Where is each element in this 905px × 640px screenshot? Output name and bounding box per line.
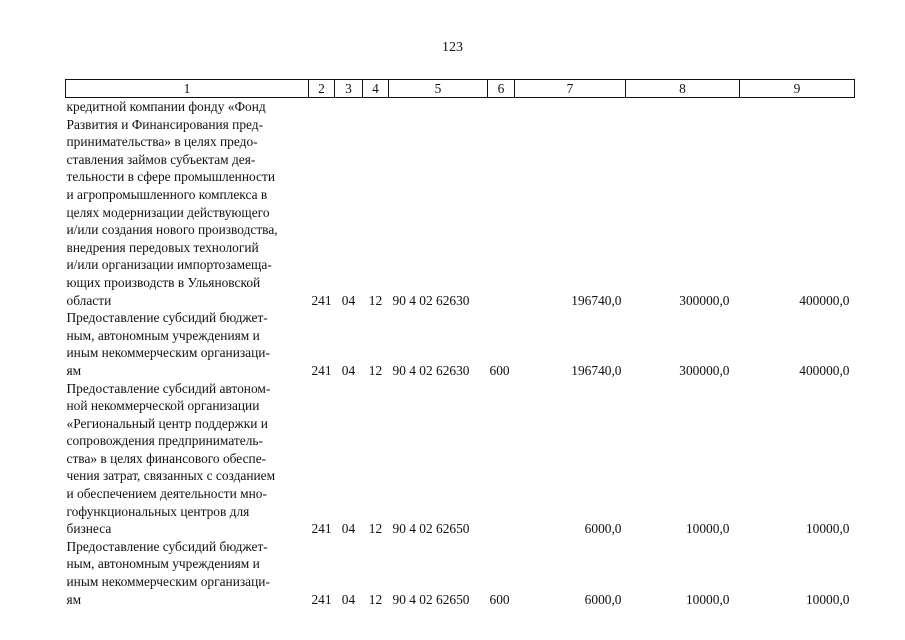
cell-amount-col7: 196740,0 xyxy=(571,292,622,308)
cell-subsection-code: 12 xyxy=(368,521,383,537)
description-line: ям xyxy=(66,591,82,607)
cell-section-code: 04 xyxy=(341,591,356,607)
row-description xyxy=(66,98,309,310)
column-number-3: 3 xyxy=(335,80,363,98)
cell-expense-type: 600 xyxy=(489,362,510,378)
description-line: Развития и Финансирования пред- xyxy=(66,116,264,132)
description-line: кредитной компании фонду «Фонд xyxy=(66,99,266,114)
description-line: и обеспечением деятельности мно- xyxy=(66,486,267,502)
description-line: ным, автономным учреждениям и xyxy=(66,556,260,572)
description-line: целях модернизации действующего xyxy=(66,204,270,220)
column-number-9: 9 xyxy=(740,80,855,98)
column-number-8: 8 xyxy=(626,80,740,98)
description-line: ства» в целях финансового обеспе- xyxy=(66,450,267,466)
cell-section-code: 04 xyxy=(341,362,356,378)
table-row xyxy=(66,538,855,608)
cell-expense-type: 600 xyxy=(489,591,510,607)
description-line: гофункциональных центров для xyxy=(66,503,250,519)
cell-amount-col9: 10000,0 xyxy=(805,591,850,607)
description-line: тельности в сфере промышленности xyxy=(66,169,276,185)
cell-amount-col7: 196740,0 xyxy=(571,362,622,378)
column-number-4: 4 xyxy=(363,80,389,98)
column-number-1: 1 xyxy=(66,80,309,98)
cell-subsection-code: 12 xyxy=(368,362,383,378)
column-number-7: 7 xyxy=(515,80,626,98)
cell-target-article: 90 4 02 62650 xyxy=(392,591,470,607)
description-line: принимательства» в целях предо- xyxy=(66,134,258,150)
cell-section-code: 04 xyxy=(341,292,356,308)
description-line: сопровождения предприниматель- xyxy=(66,433,263,449)
cell-subsection-code: 12 xyxy=(368,292,383,308)
cell-target-article: 90 4 02 62650 xyxy=(392,521,470,537)
cell-amount-col7: 6000,0 xyxy=(584,521,622,537)
column-number-6: 6 xyxy=(488,80,515,98)
budget-table xyxy=(65,79,855,608)
description-line: ным, автономным учреждениям и xyxy=(66,327,260,343)
cell-ministry-code: 241 xyxy=(311,362,332,378)
description-line: области xyxy=(66,292,112,308)
description-line: «Региональный центр поддержки и xyxy=(66,415,268,431)
row-description xyxy=(66,538,309,608)
cell-subsection-code: 12 xyxy=(368,591,383,607)
column-number-row xyxy=(66,80,855,98)
description-line: и/или создания нового производства, xyxy=(66,222,278,238)
cell-target-article: 90 4 02 62630 xyxy=(392,292,470,308)
cell-amount-col7: 6000,0 xyxy=(584,591,622,607)
description-line: внедрения передовых технологий xyxy=(66,239,259,255)
row-description xyxy=(66,380,309,538)
table-row xyxy=(66,98,855,310)
cell-amount-col8: 300000,0 xyxy=(679,362,730,378)
cell-ministry-code: 241 xyxy=(311,292,332,308)
description-line: Предоставление субсидий бюджет- xyxy=(66,310,268,326)
cell-expense-type xyxy=(488,380,515,538)
page-number: 123 xyxy=(442,40,463,55)
description-line: и/или организации импортозамеща- xyxy=(66,257,272,273)
cell-amount-col9: 400000,0 xyxy=(799,362,850,378)
description-line: иным некоммерческим организаци- xyxy=(66,345,270,361)
description-line: ставления займов субъектам дея- xyxy=(66,151,256,167)
description-line: ной некоммерческой организации xyxy=(66,398,260,414)
description-line: иным некоммерческим организаци- xyxy=(66,574,270,590)
row-description xyxy=(66,309,309,379)
column-number-5: 5 xyxy=(389,80,488,98)
cell-section-code: 04 xyxy=(341,521,356,537)
cell-amount-col9: 10000,0 xyxy=(805,521,850,537)
description-line: Предоставление субсидий автоном- xyxy=(66,380,271,396)
table-row xyxy=(66,309,855,379)
cell-target-article: 90 4 02 62630 xyxy=(392,362,470,378)
cell-ministry-code: 241 xyxy=(311,521,332,537)
description-line: ям xyxy=(66,362,82,378)
table-row xyxy=(66,380,855,538)
description-line: бизнеса xyxy=(66,521,112,537)
description-line: чения затрат, связанных с созданием xyxy=(66,468,276,484)
cell-amount-col9: 400000,0 xyxy=(799,292,850,308)
cell-amount-col8: 10000,0 xyxy=(685,591,730,607)
description-line: и агропромышленного комплекса в xyxy=(66,186,268,202)
cell-expense-type xyxy=(488,98,515,310)
cell-amount-col8: 10000,0 xyxy=(685,521,730,537)
description-line: Предоставление субсидий бюджет- xyxy=(66,538,268,554)
cell-ministry-code: 241 xyxy=(311,591,332,607)
description-line: ющих производств в Ульяновской xyxy=(66,274,261,290)
cell-amount-col8: 300000,0 xyxy=(679,292,730,308)
column-number-2: 2 xyxy=(309,80,335,98)
